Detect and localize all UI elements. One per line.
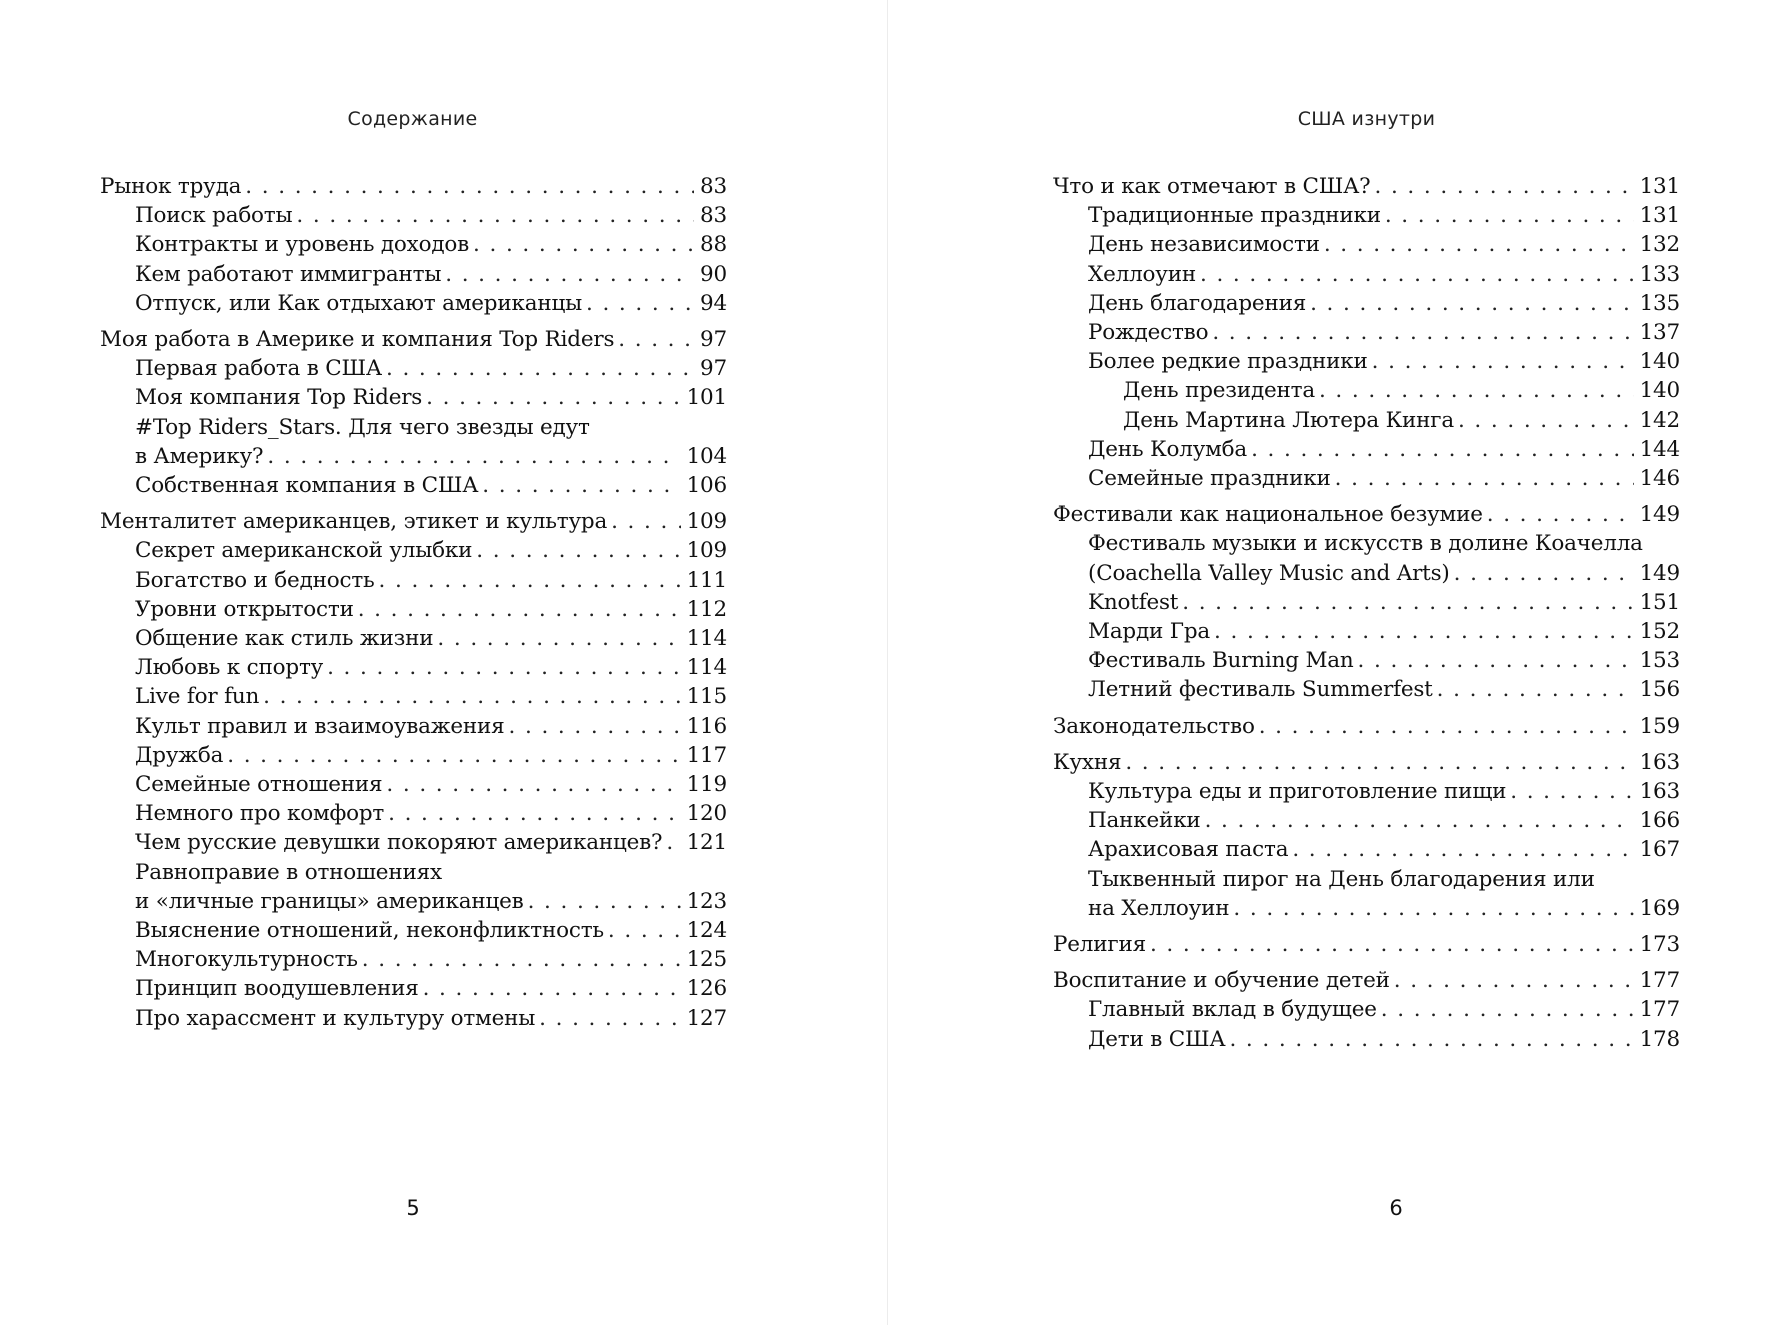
dot-leader	[1212, 318, 1633, 347]
toc-entry-line	[135, 1004, 727, 1033]
toc-section-entry	[100, 566, 727, 595]
toc-entry-page-number: 125	[686, 947, 727, 973]
toc-entry-title: Дети в США	[1088, 1026, 1226, 1052]
toc-entry-title: Культура еды и приготовление пищи	[1088, 779, 1507, 805]
toc-entry-title: Культ правил и взаимоуважения	[135, 713, 505, 739]
toc-entry-page-number: 146	[1639, 466, 1680, 492]
toc-entry-title-first-line: #Top Riders_Stars. Для чего звезды едут	[135, 414, 590, 440]
toc-entry-page-number: 153	[1639, 648, 1680, 674]
toc-entry-page-number: 156	[1639, 677, 1680, 703]
toc-entry-title: Немного про комфорт	[135, 801, 385, 827]
toc-entry-title: Летний фестиваль Summerfest	[1088, 677, 1433, 703]
toc-entry-title: Фестивали как национальное безумие	[1053, 502, 1483, 528]
toc-entry-line	[1088, 646, 1680, 675]
toc-entry-page-number: 111	[686, 567, 727, 593]
toc-section-entry	[1053, 201, 1680, 230]
toc-entry-line	[100, 172, 727, 201]
toc-section-entry	[100, 741, 727, 770]
toc-entry-page-number: 115	[686, 684, 727, 710]
toc-entry-line	[1088, 201, 1680, 230]
toc-entry-title: Главный вклад в будущее	[1088, 997, 1377, 1023]
toc-entry-line	[135, 289, 727, 318]
toc-entry-page-number: 144	[1639, 436, 1680, 462]
dot-leader	[1233, 894, 1633, 923]
dot-leader	[245, 172, 694, 201]
toc-section-entry	[100, 828, 727, 857]
toc-entry-line	[1088, 289, 1680, 318]
dot-leader	[227, 741, 680, 770]
toc-section-entry	[100, 974, 727, 1003]
dot-leader	[1205, 806, 1634, 835]
toc-entry-page-number: 94	[700, 290, 727, 316]
running-head-left: Содержание	[347, 108, 478, 130]
toc-entry-title-first-line: Фестиваль музыки и искусств в долине Коачелла	[1088, 531, 1643, 557]
dot-leader	[437, 624, 680, 653]
toc-entry-line	[135, 682, 727, 711]
toc-list-left	[100, 172, 727, 1033]
toc-chapter-entry	[1053, 966, 1680, 995]
toc-entry-title: Многокультурность	[135, 947, 358, 973]
dot-leader	[1125, 748, 1633, 777]
toc-entry-line	[135, 624, 727, 653]
toc-entry-title: и «личные границы» американцев	[135, 888, 524, 914]
toc-entry-title: Любовь к спорту	[135, 655, 324, 681]
toc-entry-title: Контракты и уровень доходов	[135, 232, 470, 258]
toc-chapter-entry	[1053, 930, 1680, 959]
dot-leader	[611, 507, 680, 536]
toc-entry-line	[1053, 966, 1680, 995]
toc-entry-page-number: 120	[686, 801, 727, 827]
toc-chapter-entry	[1053, 172, 1680, 201]
toc-entry-title: Панкейки	[1088, 808, 1201, 834]
toc-entry-title: День благодарения	[1088, 290, 1307, 316]
toc-entry-page-number: 149	[1639, 502, 1680, 528]
toc-chapter-entry	[1053, 500, 1680, 529]
toc-entry-title: Поиск работы	[135, 203, 293, 229]
toc-section-entry	[100, 201, 727, 230]
toc-entry-title: Чем русские девушки покоряют американцев?	[135, 830, 663, 856]
toc-entry-page-number: 135	[1639, 290, 1680, 316]
toc-section-entry	[1053, 464, 1680, 493]
toc-entry-page-number: 126	[686, 976, 727, 1002]
toc-entry-line	[135, 712, 727, 741]
toc-section-entry	[100, 595, 727, 624]
toc-entry-title: Законодательство	[1053, 713, 1255, 739]
toc-entry-title: Кем работают иммигранты	[135, 261, 442, 287]
toc-entry-line	[1088, 995, 1680, 1024]
toc-entry-title: Кухня	[1053, 749, 1122, 775]
toc-entry-page-number: 88	[700, 232, 727, 258]
toc-entry-page-number: 83	[700, 174, 727, 199]
toc-entry-line	[135, 741, 727, 770]
toc-entry-page-number: 101	[686, 385, 727, 411]
toc-section-entry	[100, 916, 727, 945]
dot-leader	[1358, 646, 1634, 675]
toc-entry-title: Рынок труда	[100, 174, 242, 199]
dot-leader	[327, 653, 680, 682]
toc-entry-page-number: 137	[1639, 320, 1680, 346]
toc-entry-line	[1088, 260, 1680, 289]
toc-section-entry	[100, 712, 727, 741]
dot-leader	[267, 442, 680, 471]
toc-entry-page-number: 131	[1639, 174, 1680, 199]
toc-section-entry	[1053, 435, 1680, 464]
toc-entry-page-number: 177	[1639, 997, 1680, 1023]
toc-entry-title: на Хеллоуин	[1088, 895, 1230, 921]
toc-entry-title: Марди Гра	[1088, 619, 1211, 645]
toc-entry-line	[1053, 712, 1680, 741]
toc-entry-title: Секрет американской улыбки	[135, 538, 473, 564]
toc-entry-title: Про харассмент и культуру отмены	[135, 1005, 536, 1031]
toc-entry-page-number: 132	[1639, 232, 1680, 258]
toc-entry-page-number: 116	[686, 713, 727, 739]
toc-section-entry	[100, 945, 727, 974]
toc-entry-page-number: 159	[1639, 713, 1680, 739]
dot-leader	[473, 230, 694, 259]
toc-entry-title: (Coachella Valley Music and Arts)	[1088, 560, 1450, 586]
toc-entry-title: Семейные праздники	[1088, 466, 1331, 492]
toc-entry-line	[135, 974, 727, 1003]
dot-leader	[618, 325, 694, 354]
toc-entry-line	[1088, 806, 1680, 835]
toc-entry-page-number: 167	[1639, 837, 1680, 863]
dot-leader	[379, 566, 681, 595]
toc-section-entry	[100, 230, 727, 259]
toc-section-entry	[100, 536, 727, 565]
toc-entry-page-number: 149	[1639, 560, 1680, 586]
dot-leader	[1310, 289, 1633, 318]
toc-section-entry	[1053, 529, 1680, 587]
toc-entry-page-number: 83	[700, 203, 727, 229]
toc-entry-line	[135, 595, 727, 624]
toc-entry-line	[135, 536, 727, 565]
toc-entry-page-number: 127	[686, 1005, 727, 1031]
toc-entry-page-number: 140	[1639, 349, 1680, 375]
toc-entry-title: Арахисовая паста	[1088, 837, 1289, 863]
toc-entry-line	[1088, 675, 1680, 704]
dot-leader	[1437, 675, 1634, 704]
toc-entry-line	[135, 916, 727, 945]
toc-entry-line	[135, 945, 727, 974]
toc-section-entry	[100, 770, 727, 799]
toc-entry-title: Live for fun	[135, 684, 260, 710]
toc-entry-line	[1088, 1025, 1680, 1054]
toc-entry-page-number: 177	[1639, 968, 1680, 994]
dot-leader	[1214, 617, 1634, 646]
toc-entry-page-number: 97	[700, 356, 727, 382]
right-page	[888, 0, 1774, 1325]
toc-entry-page-number: 123	[686, 888, 727, 914]
toc-entry-line	[135, 201, 727, 230]
toc-entry-page-number: 173	[1639, 932, 1680, 958]
toc-entry-line	[135, 383, 727, 412]
toc-entry-line	[135, 799, 727, 828]
dot-leader	[263, 682, 680, 711]
toc-entry-page-number: 169	[1639, 895, 1680, 921]
toc-entry-line	[1123, 376, 1680, 405]
dot-leader	[445, 260, 694, 289]
toc-entry-page-number: 114	[686, 626, 727, 652]
toc-entry-title: Первая работа в США	[135, 356, 382, 382]
toc-section-entry	[1053, 806, 1680, 835]
dot-leader	[586, 289, 694, 318]
running-head-right: США изнутри	[1297, 108, 1436, 130]
toc-entry-line	[1053, 748, 1680, 777]
toc-section-entry	[1053, 318, 1680, 347]
toc-entry-title: День Мартина Лютера Кинга	[1123, 407, 1454, 433]
dot-leader	[1229, 1025, 1633, 1054]
toc-entry-line	[1053, 500, 1680, 529]
toc-section-entry	[100, 354, 727, 383]
toc-section-entry	[1053, 289, 1680, 318]
dot-leader	[1259, 712, 1634, 741]
toc-entry-title: Собственная компания в США	[135, 473, 479, 499]
dot-leader	[1372, 347, 1634, 376]
toc-entry-page-number: 117	[686, 742, 727, 768]
dot-leader	[1394, 966, 1634, 995]
toc-chapter-entry	[100, 325, 727, 354]
toc-entry-line	[135, 653, 727, 682]
dot-leader	[509, 712, 681, 741]
dot-leader	[1374, 172, 1633, 201]
dot-leader	[482, 471, 680, 500]
toc-entry-title: Богатство и бедность	[135, 567, 375, 593]
toc-entry-page-number: 142	[1639, 407, 1680, 433]
toc-entry-page-number: 104	[686, 443, 727, 469]
toc-entry-line	[135, 442, 727, 471]
toc-section-entry	[1053, 1025, 1680, 1054]
toc-entry-page-number: 119	[686, 772, 727, 798]
toc-chapter-entry	[100, 507, 727, 536]
toc-entry-title-first-line: Равноправие в отношениях	[135, 859, 442, 885]
dot-leader	[358, 595, 681, 624]
dot-leader	[386, 354, 694, 383]
toc-entry-title: Knotfest	[1088, 589, 1179, 615]
dot-leader	[296, 201, 694, 230]
toc-section-entry	[100, 624, 727, 653]
toc-section-entry	[100, 1004, 727, 1033]
toc-entry-title: Рождество	[1088, 320, 1209, 346]
toc-section-entry	[1053, 835, 1680, 864]
dot-leader	[1454, 559, 1634, 588]
toc-entry-title: Выяснение отношений, неконфликтность	[135, 918, 604, 944]
toc-entry-page-number: 166	[1639, 808, 1680, 834]
dot-leader	[528, 887, 681, 916]
toc-entry-title: Традиционные праздники	[1088, 203, 1381, 229]
toc-entry-line	[135, 471, 727, 500]
toc-entry-line	[135, 887, 727, 916]
toc-entry-line	[135, 770, 727, 799]
toc-section-entry	[1053, 777, 1680, 806]
dot-leader	[1200, 260, 1634, 289]
toc-entry-title: в Америку?	[135, 443, 264, 469]
toc-entry-title: Семейные отношения	[135, 772, 383, 798]
toc-entry-line	[1088, 894, 1680, 923]
toc-entry-page-number: 112	[686, 596, 727, 622]
toc-entry-page-number: 124	[686, 918, 727, 944]
toc-section-entry	[100, 858, 727, 916]
toc-section-entry	[100, 799, 727, 828]
toc-entry-line	[135, 230, 727, 259]
toc-entry-title: Хеллоуин	[1088, 261, 1196, 287]
toc-section-entry	[1053, 617, 1680, 646]
toc-entry-page-number: 133	[1639, 261, 1680, 287]
toc-entry-title: Что и как отмечают в США?	[1053, 174, 1371, 199]
dot-leader	[1150, 930, 1634, 959]
toc-entry-title-first-line: Тыквенный пирог на День благодарения или	[1088, 866, 1595, 892]
dot-leader	[1385, 201, 1634, 230]
toc-section-entry	[100, 471, 727, 500]
dot-leader	[386, 770, 680, 799]
toc-section-entry	[100, 413, 727, 471]
toc-entry-line	[1088, 617, 1680, 646]
toc-entry-page-number: 163	[1639, 779, 1680, 805]
dot-leader	[1182, 588, 1633, 617]
toc-entry-line	[135, 260, 727, 289]
dot-leader	[1292, 835, 1633, 864]
toc-entry-page-number: 109	[686, 509, 727, 535]
toc-section-entry	[1053, 675, 1680, 704]
toc-subsection-entry	[1053, 406, 1680, 435]
toc-entry-line	[1088, 435, 1680, 464]
toc-entry-title: Более редкие праздники	[1088, 349, 1368, 375]
toc-entry-page-number: 90	[700, 261, 727, 287]
toc-entry-title: Дружба	[135, 742, 224, 768]
toc-entry-page-number: 106	[686, 473, 727, 499]
toc-section-entry	[1053, 588, 1680, 617]
toc-entry-line	[1053, 930, 1680, 959]
toc-entry-title: Уровни открытости	[135, 596, 354, 622]
dot-leader	[476, 536, 680, 565]
page-number-left: 5	[406, 1196, 420, 1220]
toc-entry-line	[1088, 777, 1680, 806]
toc-section-entry	[100, 682, 727, 711]
toc-entry-page-number: 121	[686, 830, 727, 856]
toc-entry-title: День Колумба	[1088, 436, 1248, 462]
toc-entry-title: Моя компания Top Riders	[135, 385, 423, 411]
toc-section-entry	[1053, 230, 1680, 259]
toc-section-entry	[100, 653, 727, 682]
toc-chapter-entry	[1053, 748, 1680, 777]
toc-entry-title: Принцип воодушевления	[135, 976, 419, 1002]
toc-entry-line	[1088, 835, 1680, 864]
toc-chapter-entry	[100, 172, 727, 201]
dot-leader	[1510, 777, 1633, 806]
toc-section-entry	[1053, 995, 1680, 1024]
dot-leader	[608, 916, 681, 945]
toc-entry-page-number: 163	[1639, 749, 1680, 775]
toc-entry-line	[135, 566, 727, 595]
toc-entry-page-number: 114	[686, 655, 727, 681]
toc-entry-page-number: 131	[1639, 203, 1680, 229]
dot-leader	[362, 945, 681, 974]
toc-chapter-entry	[1053, 712, 1680, 741]
toc-entry-line	[1123, 406, 1680, 435]
toc-entry-line	[1053, 172, 1680, 201]
toc-section-entry	[1053, 865, 1680, 923]
dot-leader	[1319, 376, 1634, 405]
page-number-right: 6	[1389, 1196, 1403, 1220]
dot-leader	[426, 383, 680, 412]
dot-leader	[1487, 500, 1634, 529]
toc-list-right	[1053, 172, 1680, 1054]
toc-entry-line	[100, 507, 727, 536]
toc-entry-title: Фестиваль Burning Man	[1088, 648, 1354, 674]
toc-entry-line	[1088, 588, 1680, 617]
toc-entry-page-number: 140	[1639, 378, 1680, 404]
toc-entry-line	[1088, 464, 1680, 493]
toc-entry-page-number: 151	[1639, 589, 1680, 615]
toc-entry-title: Моя работа в Америке и компания Top Riders	[100, 327, 615, 353]
toc-section-entry	[100, 289, 727, 318]
toc-entry-title: Менталитет американцев, этикет и культура	[100, 509, 608, 535]
toc-entry-page-number: 152	[1639, 619, 1680, 645]
toc-entry-line	[135, 828, 727, 857]
dot-leader	[1458, 406, 1634, 435]
dot-leader	[388, 799, 680, 828]
toc-section-entry	[100, 260, 727, 289]
toc-entry-page-number: 109	[686, 538, 727, 564]
dot-leader	[1335, 464, 1634, 493]
toc-section-entry	[1053, 646, 1680, 675]
dot-leader	[1324, 230, 1634, 259]
dot-leader	[1251, 435, 1634, 464]
toc-section-entry	[100, 383, 727, 412]
toc-subsection-entry	[1053, 376, 1680, 405]
dot-leader	[539, 1004, 680, 1033]
dot-leader	[666, 828, 680, 857]
toc-entry-title: День независимости	[1088, 232, 1320, 258]
toc-entry-line	[1088, 318, 1680, 347]
toc-entry-line	[1088, 230, 1680, 259]
toc-entry-title: Общение как стиль жизни	[135, 626, 434, 652]
toc-entry-line	[135, 354, 727, 383]
toc-entry-title: Религия	[1053, 932, 1146, 958]
toc-entry-title: Воспитание и обучение детей	[1053, 968, 1390, 994]
toc-entry-page-number: 178	[1639, 1026, 1680, 1052]
dot-leader	[1381, 995, 1634, 1024]
toc-section-entry	[1053, 347, 1680, 376]
toc-entry-title: Отпуск, или Как отдыхают американцы	[135, 290, 582, 316]
toc-entry-line	[1088, 559, 1680, 588]
toc-entry-title: День президента	[1123, 378, 1315, 404]
toc-entry-line	[100, 325, 727, 354]
dot-leader	[423, 974, 681, 1003]
toc-entry-page-number: 97	[700, 327, 727, 353]
toc-section-entry	[1053, 260, 1680, 289]
toc-entry-line	[1088, 347, 1680, 376]
